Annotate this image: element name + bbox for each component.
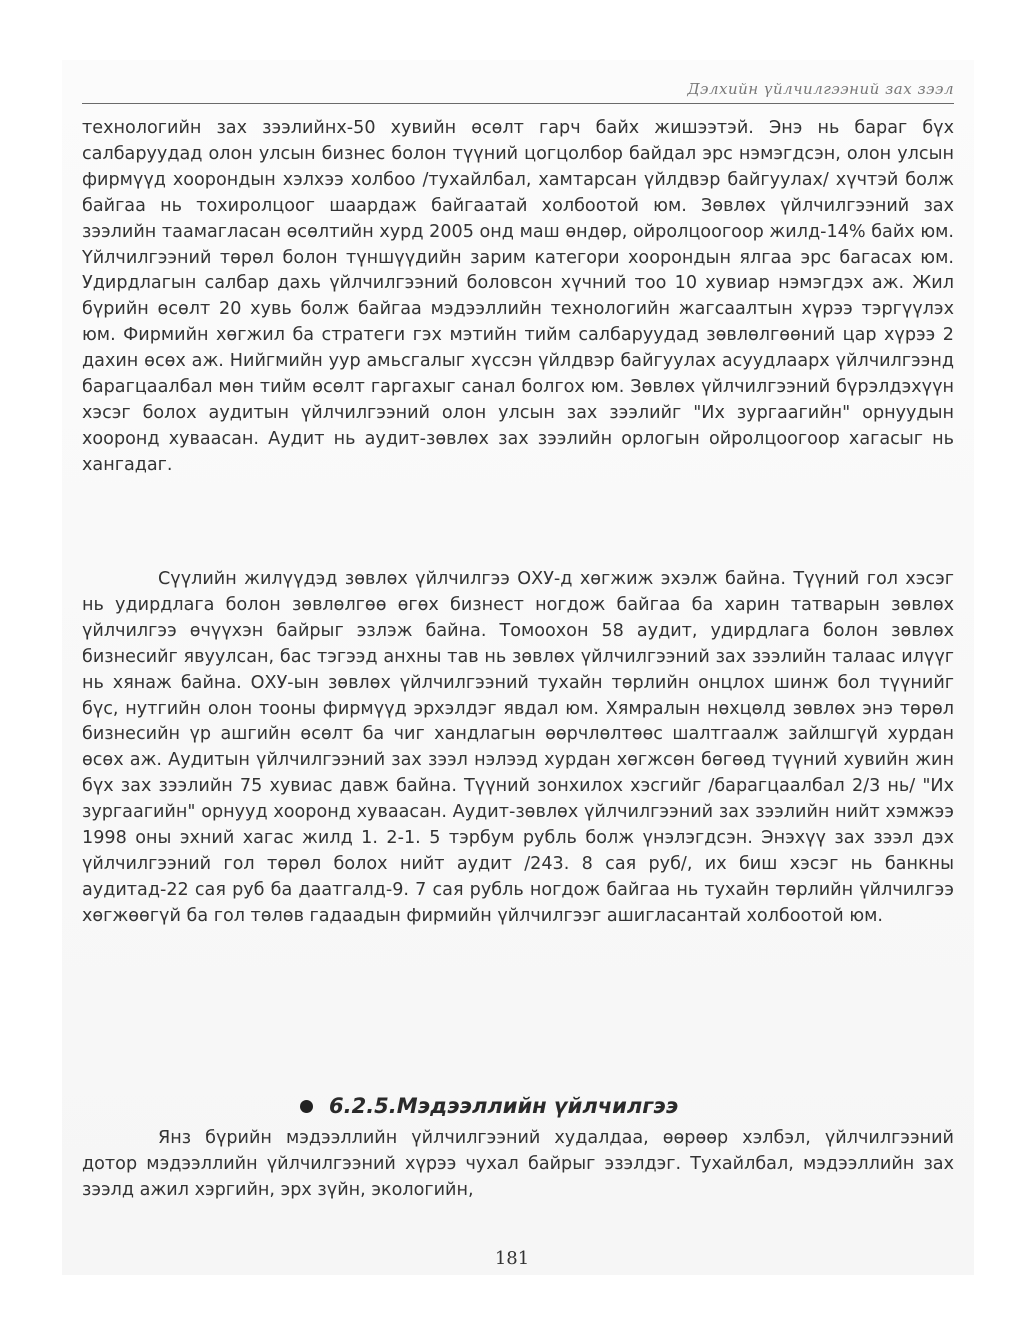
running-header: Дэлхийн үйлчилгээний зах зээл [687,80,954,98]
section-title: 6.2.5.Мэдээллийн үйлчилгээ [329,1094,679,1118]
section-heading [300,1094,678,1118]
paragraph-2: Сүүлийн жилүүдэд зөвлөх үйлчилгээ ОХУ-д хөгжиж эхэлж байна. Түүний гол хэсэг нь удирдлага болон зөвлөлгөө өгөх бизнест ногдож байгаа ба харин татварын зөвлөх үйлчилгээ өчүүхэн байрыг эзлэж байна. Томоохон 58 аудит, удирдлага болон зөвлөх бизнесийг явуулсан, бас тэгээд анхны тав нь зөвлөх үйлчилгээний зах зээлийн талаас илүүг нь хянаж байна. ОХУ-ын зөвлөх үйлчилгээний тухайн төрлийн онцлох шинж бол түүнийг бүс, нутгийн олон тооны фирмүүд эрхэлдэг явдал юм. Хямралын нөхцөлд зөвлөх энэ төрөл бизнесийн үр ашгийн өсөлт ба чиг хандлагын өөрчлөлтөөс шалтгаалж зайлшгүй хурдан өсөх аж. Аудитын үйлчилгээний зах зээл нэлээд хурдан хөгжсөн бөгөөд түүний хувийн жин бүх зах зээлийн 75 хувиас давж байна. Түүний зонхилох хэсгийг /барагцаалбал 2/3 нь/ "Их зургаагийн" орнууд хооронд хуваасан. Аудит-зөвлөх үйлчилгээний зах зээлийн нийт хэмжээ 1998 оны эхний хагас жилд 1. 2-1. 5 тэрбум рубль болж үнэлэгдсэн. Энэхүү зах зээл дэх үйлчилгээний гол төрөл болох нийт аудит /243. 8 сая руб/, их биш хэсэг нь банкны аудитад-22 сая руб ба даатгалд-9. 7 сая рубль ногдож байгаа нь тухайн төрлийн үйлчилгээ хөгжөөгүй ба гол төлөв гадаадын фирмийн үйлчилгээг ашигласантай холбоотой юм. [82,569,954,926]
bullet-icon [300,1100,313,1113]
header-rule [82,103,954,104]
paragraph-3: Янз бүрийн мэдээллийн үйлчилгээний худалдаа, өөрөөр хэлбэл, үйлчилгээний дотор мэдээллийн үйлчилгээний хүрээ чухал байрыг эзэлдэг. Тухайлбал, мэдээллийн зах зээлд ажил хэргийн, эрх зүйн, экологийн, [82,1128,954,1200]
paragraph-1: технологийн зах зээлийнх-50 хувийн өсөлт гарч байх жишээтэй. Энэ нь бараг бүх салбаруудад олон улсын бизнес болон түүний цогцолбор байдал эрс нэмэгдсэн, олон улсын фирмүүд хоорондын хэлхээ холбоо /тухайлбал, хамтарсан үйлдвэр байгуулах/ хүчтэй болж байгаа нь тохиролцоог шаардаж байгаатай холбоотой юм. Зөвлөх үйлчилгээний зах зээлийн таамагласан өсөлтийн хурд 2005 онд маш өндөр, ойролцоогоор жилд-14% байх юм. Үйлчилгээний төрөл болон түншүүдийн зарим категори хоорондын ялгаа эрс багасах юм. Удирдлагын салбар дахь үйлчилгээний боловсон хүчний тоо 10 хувиар нэмэгдэх аж. Жил бүрийн өсөлт 20 хувь болж байгаа мэдээллийн технологийн жагсаалтын хүрээ тэргүүлэх юм. Фирмийн хөгжил ба стратеги гэх мэтийн тийм салбаруудад зөвлөлгөөний цар хүрээ 2 дахин өсөх аж. Нийгмийн уур амьсгалыг хүссэн үйлдвэр байгуулах асуудлаарх үйлчилгээнд барагцаалбал мөн тийм өсөлт гаргахыг санал болгох юм. Зөвлөх үйлчилгээний бүрэлдэхүүн хэсэг болох аудитын үйлчилгээний олон улсын зах зээлийг "Их зургаагийн" орнуудын хооронд хуваасан. Аудит нь аудит-зөвлөх зах зээлийн орлогын ойролцоогоор хагасыг нь хангадаг. [82,118,954,475]
page-number: 181 [494,1248,530,1269]
